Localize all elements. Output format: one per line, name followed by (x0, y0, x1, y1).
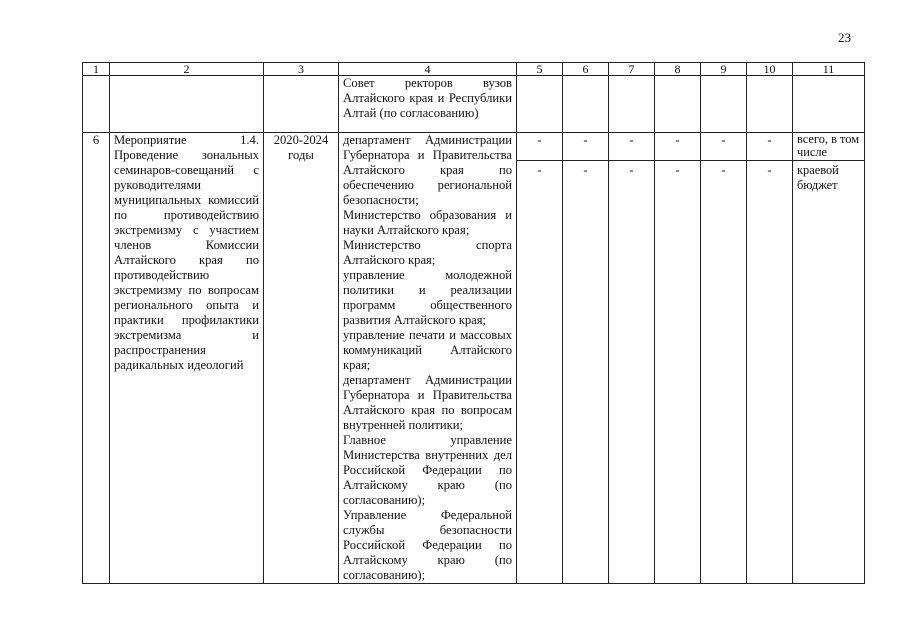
table-row (83, 76, 865, 133)
executor-item: Главное управление Министерства внутренних дел Российской Федерации по Алтайскому краю (по согласованию); (343, 433, 512, 507)
funding-total-label: всего, в том числе (797, 132, 860, 159)
row-number: 6 (83, 133, 110, 584)
executor-item: Управление Федеральной службы безопасности Российской Федерации по Алтайскому краю (по согласованию); (343, 508, 512, 582)
executor-item: департамент Администрации Губернатора и Правительства Алтайского края по обеспечению региональной безопасности; (343, 133, 512, 207)
table-header (83, 63, 865, 76)
column-number: 2 (110, 63, 264, 76)
column-number: 5 (517, 63, 563, 76)
event-description: Мероприятие 1.4. Проведение зональных семинаров-совещаний с руководителями муниципальных комиссий по противодействию экстремизму с участием членов Комиссии Алтайского края по противодействию экстремизму по вопросам регионального опыта и практики профилактики экстремизма и распространения радикальных идеологий (110, 133, 264, 584)
column-number: 9 (701, 63, 747, 76)
funding-cell: - - (563, 133, 609, 584)
column-number: 3 (264, 63, 339, 76)
column-number: 7 (609, 63, 655, 76)
program-table (82, 62, 865, 584)
table-row (83, 133, 865, 584)
executor-item: управление молодежной политики и реализации программ общественного развития Алтайского края; (343, 268, 512, 327)
column-number: 4 (339, 63, 517, 76)
page-number: 23 (838, 30, 851, 45)
event-years: 2020-2024 годы (264, 133, 339, 584)
executor-item: Министерство образования и науки Алтайского края; (343, 208, 512, 237)
funding-cell: - - (701, 133, 747, 584)
column-number: 11 (793, 63, 865, 76)
executors-cell (339, 133, 517, 584)
funding-source-cell (793, 133, 865, 584)
column-number: 1 (83, 63, 110, 76)
executor-item: Министерство спорта Алтайского края; (343, 238, 512, 267)
executor-item: департамент Администрации Губернатора и Правительства Алтайского края по вопросам внутренней политики; (343, 373, 512, 432)
executor-item: управление печати и массовых коммуникаций Алтайского края; (343, 328, 512, 372)
executor-cell: Совет ректоров вузов Алтайского края и Республики Алтай (по согласованию) (339, 76, 517, 133)
column-number: 6 (563, 63, 609, 76)
column-number: 10 (747, 63, 793, 76)
funding-cell: - - (609, 133, 655, 584)
funding-cell: - - (747, 133, 793, 584)
funding-cell: - - (655, 133, 701, 584)
funding-cell: - - (517, 133, 563, 584)
column-number: 8 (655, 63, 701, 76)
funding-regional-label: краевой бюджет (797, 163, 839, 192)
